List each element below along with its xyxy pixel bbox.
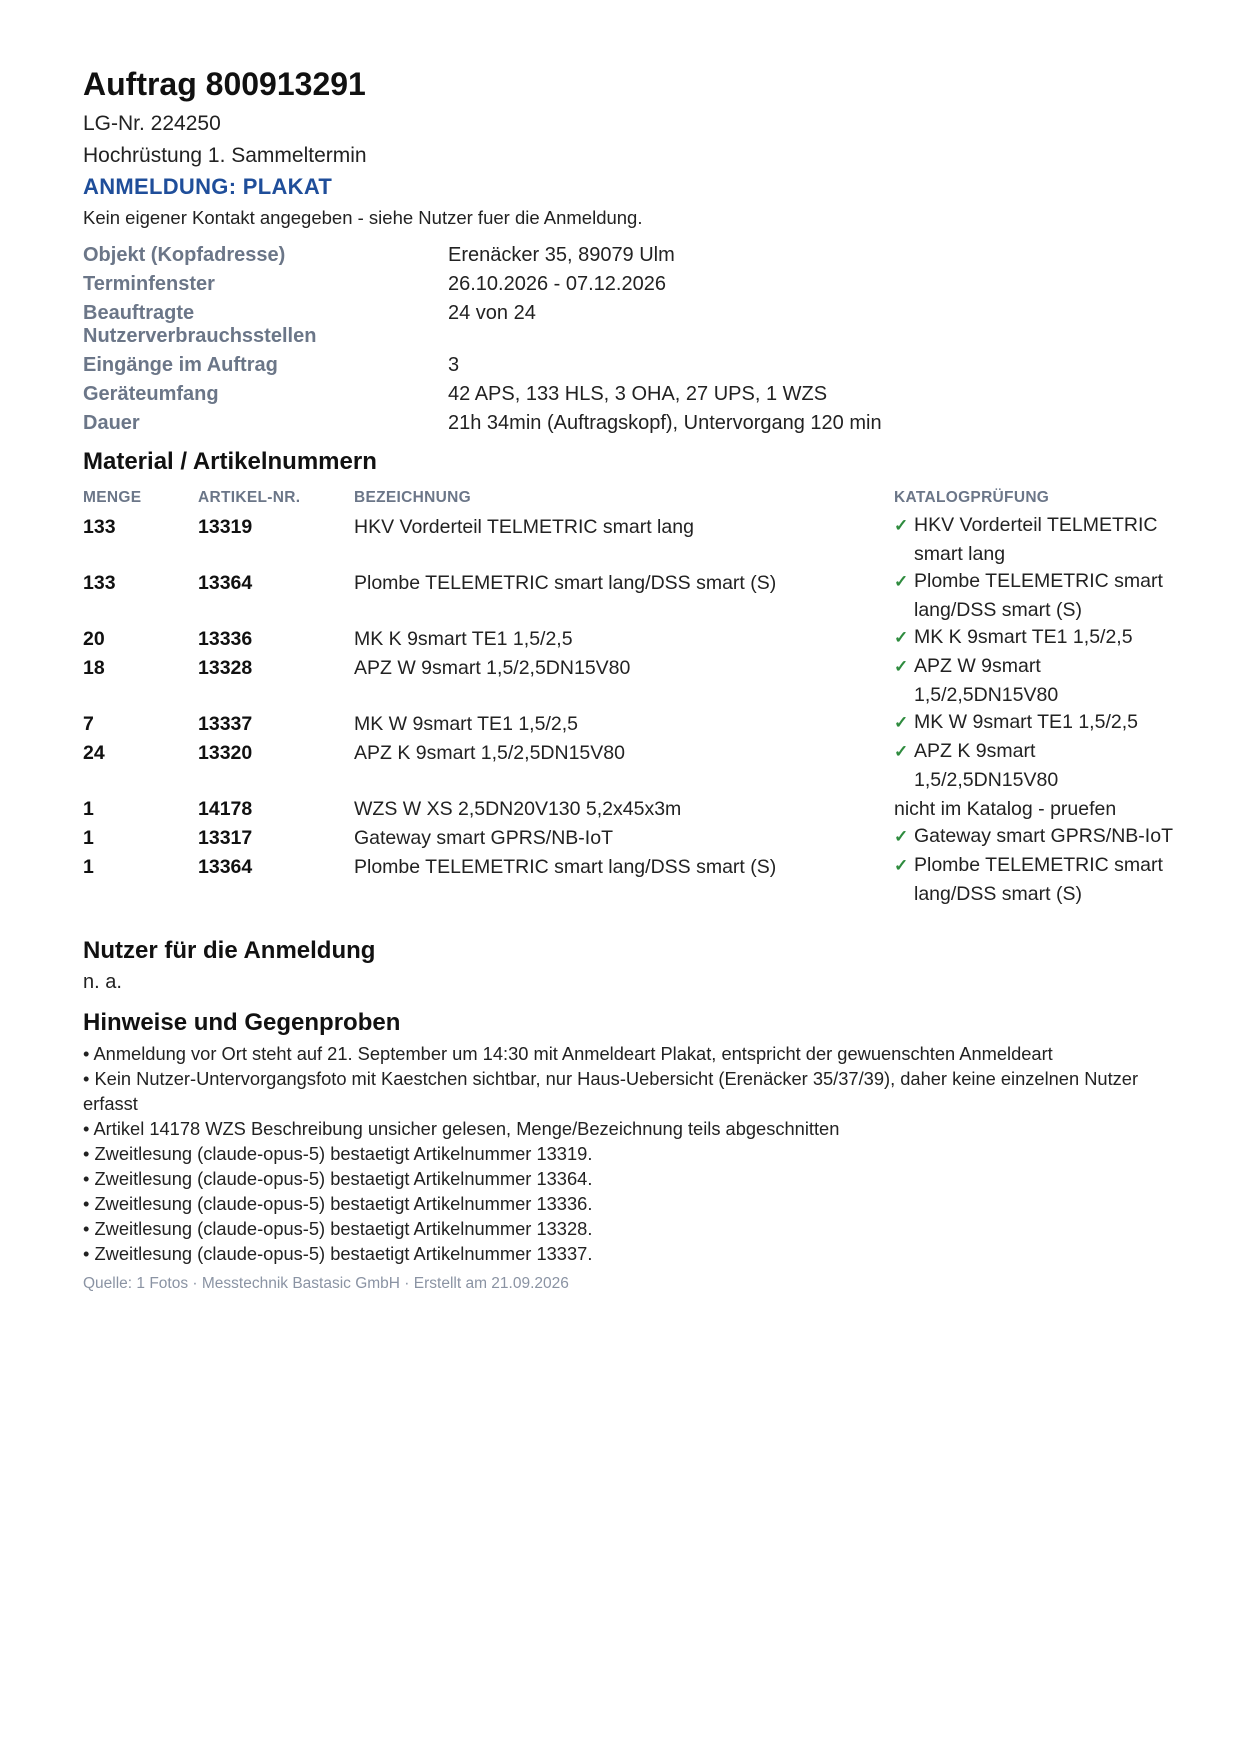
hint-item: • Zweitlesung (claude-opus-5) bestaetigt Artikelnummer 13337. (83, 1243, 593, 1264)
info-label: Terminfenster (83, 273, 215, 295)
info-row (83, 302, 1173, 348)
katalog-text: Gateway smart GPRS/NB-IoT (914, 825, 1173, 847)
katalog-cell (894, 654, 1173, 710)
info-row (83, 244, 1173, 267)
menge-cell: 7 (83, 713, 94, 735)
info-value: Erenäcker 35, 89079 Ulm (448, 244, 675, 266)
hinweise-list (83, 1041, 1173, 1266)
bezeichnung-cell: MK K 9smart TE1 1,5/2,5 (354, 628, 573, 650)
hint-item: • Zweitlesung (claude-opus-5) bestaetigt Artikelnummer 13328. (83, 1218, 593, 1239)
checkmark-icon: ✓ (894, 742, 909, 761)
menge-cell: 133 (83, 572, 116, 594)
checkmark-icon: ✓ (894, 713, 909, 732)
table-row (83, 710, 1173, 739)
document-page (83, 62, 1173, 1295)
bezeichnung-cell: WZS W XS 2,5DN20V130 5,2x45x3m (354, 798, 682, 820)
anmeldung-status: ANMELDUNG: PLAKAT (83, 174, 333, 199)
col-artikel-nr: ARTIKEL-NR. (198, 489, 301, 506)
table-row (83, 513, 1173, 569)
hint-item: • Anmeldung vor Ort steht auf 21. September um 14:30 mit Anmeldeart Plakat, entspricht der gewuenschten Anmeldeart (83, 1043, 1053, 1064)
checkmark-icon: ✓ (894, 827, 909, 846)
info-row (83, 354, 1173, 377)
hint-item: • Zweitlesung (claude-opus-5) bestaetigt Artikelnummer 13319. (83, 1143, 593, 1164)
katalog-cell (894, 513, 1173, 569)
info-label: Objekt (Kopfadresse) (83, 244, 286, 266)
katalog-cell (894, 739, 1173, 795)
katalog-cell (894, 853, 1173, 909)
menge-cell: 1 (83, 798, 94, 820)
katalog-text: MK W 9smart TE1 1,5/2,5 (914, 711, 1138, 733)
table-row (83, 739, 1173, 795)
info-label: Eingänge im Auftrag (83, 354, 278, 376)
nutzer-heading: Nutzer für die Anmeldung (83, 937, 376, 964)
bezeichnung-cell: APZ K 9smart 1,5/2,5DN15V80 (354, 742, 625, 764)
info-value: 21h 34min (Auftragskopf), Untervorgang 120 min (448, 412, 882, 434)
bezeichnung-cell: Plombe TELEMETRIC smart lang/DSS smart (S) (354, 856, 777, 878)
hint-item: • Kein Nutzer-Untervorgangsfoto mit Kaestchen sichtbar, nur Haus-Uebersicht (Erenäcker 35/37/39), daher keine einzelnen Nutzer erfasst (83, 1068, 1139, 1114)
table-row (83, 824, 1173, 853)
katalog-cell (894, 569, 1173, 625)
table-row (83, 795, 1173, 824)
table-row (83, 569, 1173, 625)
info-value: 42 APS, 133 HLS, 3 OHA, 27 UPS, 1 WZS (448, 383, 828, 405)
subtitle: Hochrüstung 1. Sammeltermin (83, 144, 367, 167)
katalog-text: Plombe TELEMETRIC smart lang/DSS smart (S) (914, 570, 1163, 621)
katalog-text: APZ W 9smart 1,5/2,5DN15V80 (914, 655, 1059, 706)
info-label: Beauftragte Nutzerverbrauchsstellen (83, 302, 317, 347)
artikel-nr-cell: 14178 (198, 798, 253, 820)
table-row (83, 625, 1173, 654)
artikel-nr-cell: 13320 (198, 742, 253, 764)
katalog-text: Plombe TELEMETRIC smart lang/DSS smart (S) (914, 854, 1163, 905)
menge-cell: 24 (83, 742, 105, 764)
katalog-text: nicht im Katalog - pruefen (894, 798, 1117, 820)
checkmark-icon: ✓ (894, 572, 909, 591)
info-label: Geräteumfang (83, 383, 219, 405)
artikel-nr-cell: 13328 (198, 657, 253, 679)
col-katalogpruefung: KATALOGPRÜFUNG (894, 489, 1050, 506)
bezeichnung-cell: APZ W 9smart 1,5/2,5DN15V80 (354, 657, 631, 679)
artikel-nr-cell: 13364 (198, 856, 253, 878)
katalog-cell (894, 824, 1173, 853)
menge-cell: 18 (83, 657, 105, 679)
info-value: 26.10.2026 - 07.12.2026 (448, 273, 666, 295)
material-table (83, 483, 1173, 909)
katalog-cell (894, 625, 1173, 654)
artikel-nr-cell: 13336 (198, 628, 253, 650)
checkmark-icon: ✓ (894, 856, 909, 875)
menge-cell: 133 (83, 516, 116, 538)
info-value: 3 (448, 354, 460, 376)
info-row (83, 383, 1173, 406)
checkmark-icon: ✓ (894, 657, 909, 676)
contact-note: Kein eigener Kontakt angegeben - siehe Nutzer fuer die Anmeldung. (83, 207, 643, 228)
artikel-nr-cell: 13337 (198, 713, 253, 735)
artikel-nr-cell: 13364 (198, 572, 253, 594)
hinweise-heading: Hinweise und Gegenproben (83, 1009, 401, 1036)
info-table (83, 244, 1173, 435)
material-rows (83, 513, 1173, 909)
checkmark-icon: ✓ (894, 516, 909, 535)
material-heading: Material / Artikelnummern (83, 448, 377, 475)
hint-item: • Zweitlesung (claude-opus-5) bestaetigt Artikelnummer 13364. (83, 1168, 593, 1189)
bezeichnung-cell: HKV Vorderteil TELMETRIC smart lang (354, 516, 694, 538)
info-label: Dauer (83, 412, 140, 434)
artikel-nr-cell: 13317 (198, 827, 253, 849)
bezeichnung-cell: Gateway smart GPRS/NB-IoT (354, 827, 613, 849)
source-footer: Quelle: 1 Fotos · Messtechnik Bastasic GmbH · Erstellt am 21.09.2026 (83, 1275, 569, 1292)
info-value: 24 von 24 (448, 302, 536, 324)
material-header-row (83, 483, 1173, 513)
lg-number: LG-Nr. 224250 (83, 112, 221, 135)
menge-cell: 20 (83, 628, 105, 650)
table-row (83, 654, 1173, 710)
hint-item: • Artikel 14178 WZS Beschreibung unsicher gelesen, Menge/Bezeichnung teils abgeschnitten (83, 1118, 840, 1139)
col-bezeichnung: BEZEICHNUNG (354, 489, 471, 506)
col-menge: MENGE (83, 489, 142, 506)
katalog-text: APZ K 9smart 1,5/2,5DN15V80 (914, 740, 1059, 791)
katalog-text: HKV Vorderteil TELMETRIC smart lang (914, 514, 1158, 565)
checkmark-icon: ✓ (894, 628, 909, 647)
bezeichnung-cell: Plombe TELEMETRIC smart lang/DSS smart (S) (354, 572, 777, 594)
hint-item: • Zweitlesung (claude-opus-5) bestaetigt Artikelnummer 13336. (83, 1193, 593, 1214)
nutzer-value: n. a. (83, 971, 122, 993)
page-title: Auftrag 800913291 (83, 66, 366, 102)
table-row (83, 853, 1173, 909)
artikel-nr-cell: 13319 (198, 516, 253, 538)
info-row (83, 412, 1173, 435)
bezeichnung-cell: MK W 9smart TE1 1,5/2,5 (354, 713, 578, 735)
katalog-cell (894, 710, 1173, 739)
menge-cell: 1 (83, 827, 94, 849)
katalog-cell (894, 795, 1173, 824)
info-row (83, 273, 1173, 296)
menge-cell: 1 (83, 856, 94, 878)
katalog-text: MK K 9smart TE1 1,5/2,5 (914, 626, 1133, 648)
